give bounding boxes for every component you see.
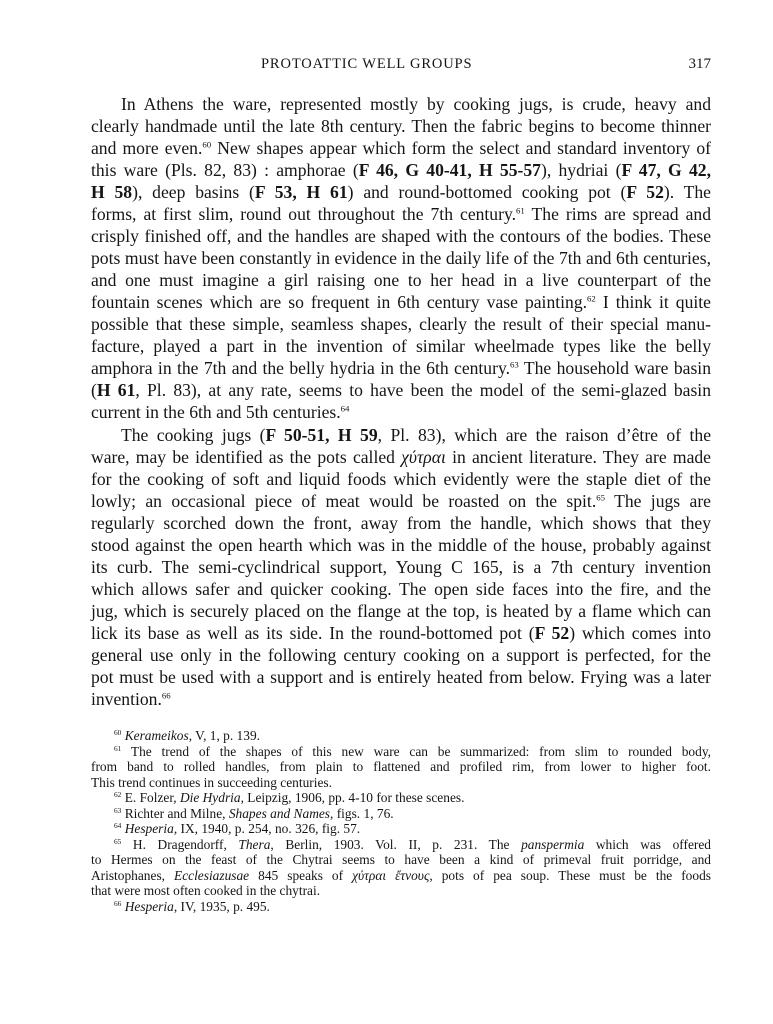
footnote-reference: 66 — [161, 690, 171, 701]
text-run: The trend of the shapes of this new ware can be summarized: from slim to rounded body, — [121, 743, 711, 759]
catalogue-reference: F 53, H 61 — [254, 182, 348, 202]
text-run: which was offered — [584, 836, 712, 852]
text-run: general use only in the following century cooking on a support is perfected, for the — [91, 645, 711, 665]
footnote — [91, 899, 711, 915]
italic-text: Die Hydria — [179, 790, 241, 805]
text-line — [91, 137, 711, 159]
text-line — [91, 490, 711, 512]
footnote-line — [91, 899, 711, 915]
footnote-reference: 62 — [114, 789, 122, 799]
footnote-line — [91, 790, 711, 806]
footnote-reference: 60 — [202, 139, 212, 150]
footnote-line — [91, 728, 711, 744]
text-run: facture, played a part in the invention of similar wheelmade types like the belly — [91, 336, 711, 356]
footnote-reference: 61 — [114, 743, 122, 753]
footnote-line — [91, 837, 711, 853]
text-run: 845 speaks of — [249, 867, 353, 883]
italic-text: Hesperia — [124, 898, 174, 914]
text-run: which allows safer and quicker cooking. The open side faces into the fire, and the — [91, 579, 711, 599]
text-run: clearly handmade until the late 8th century. Then the fabric begins to become thinner — [91, 116, 711, 136]
text-run: in ancient literature. They are made — [445, 447, 711, 467]
text-line — [91, 622, 711, 644]
text-run: , figs. 1, 76. — [330, 805, 394, 821]
footnote — [91, 821, 711, 837]
catalogue-reference: F 46, G 40-41, H 55-57 — [358, 160, 541, 180]
text-run: , Berlin, 1903. Vol. II, p. 231. The — [270, 836, 522, 852]
text-line — [91, 357, 711, 379]
text-line — [91, 269, 711, 291]
text-line — [91, 335, 711, 357]
footnote-reference: 64 — [340, 403, 350, 414]
text-run: E. Folzer, — [121, 790, 180, 805]
text-line — [91, 468, 711, 490]
text-run: regularly scorched down the front, away from the handle, which shows that they — [91, 513, 711, 533]
footnote-line — [91, 806, 711, 822]
catalogue-reference: H 61 — [96, 380, 136, 400]
text-line — [91, 159, 711, 181]
text-run: ) and round-bottomed cooking pot ( — [347, 182, 627, 202]
footnote-reference: 60 — [114, 727, 122, 737]
footnote-line — [91, 868, 711, 884]
text-run: fountain scenes which are so frequent in 6th century vase painting. — [91, 292, 588, 312]
text-run: lick its base as well as its side. In the round-bottomed pot ( — [91, 623, 535, 643]
text-run: stood against the open hearth which was in the middle of the house, probably against — [91, 535, 711, 555]
text-run: The household ware basin — [518, 358, 711, 378]
footnote — [91, 728, 711, 744]
text-run: pot must be used with a support and is entirely heated from below. Frying was a later — [91, 667, 711, 687]
text-line — [91, 446, 711, 468]
text-run: , Pl. 83), which are the raison d’être of the — [377, 425, 712, 445]
text-run: jug, which is securely placed on the flange at the top, is heated by a flame which can — [91, 601, 711, 621]
text-run: , Leipzig, 1906, pp. 4-10 for these scenes. — [240, 790, 465, 805]
text-line — [91, 203, 711, 225]
italic-text: χύτραι ἔτνους — [352, 867, 430, 883]
text-run: crisply finished off, and the handles are shaped with the contours of the bodies. These — [91, 226, 711, 246]
text-run: Richter and Milne, — [121, 805, 229, 821]
text-line — [91, 578, 711, 600]
footnote-line — [91, 759, 711, 775]
footnote-reference: 65 — [596, 492, 606, 503]
text-run: Aristophanes, — [91, 867, 175, 883]
text-line — [91, 93, 711, 115]
text-run: amphora in the 7th and the belly hydria in the 6th century. — [91, 358, 511, 378]
text-line — [91, 181, 711, 203]
text-run: possible that these simple, seamless shapes, clearly the result of their special manu- — [91, 314, 711, 334]
text-run: This trend continues in succeeding centuries. — [91, 774, 332, 790]
text-run: H. Dragendorff, — [121, 836, 239, 852]
text-run: ), hydriai ( — [540, 160, 622, 180]
paragraph — [91, 424, 711, 710]
italic-text: χύτραι — [401, 447, 446, 467]
paragraph — [91, 93, 711, 423]
text-line — [91, 115, 711, 137]
footnote-line — [91, 775, 711, 791]
footnote — [91, 790, 711, 806]
text-line — [91, 688, 711, 710]
text-run: The rims are spread and — [524, 204, 711, 224]
text-run: I think it quite — [595, 292, 711, 312]
text-line — [91, 644, 711, 666]
text-run: to Hermes on the feast of the Chytrai seems to have been a kind of primeval fruit porridge, and — [91, 852, 711, 867]
text-run: ). The — [663, 182, 711, 202]
text-run: New shapes appear which form the select and standard inventory of — [211, 138, 712, 158]
text-run: ( — [91, 380, 97, 400]
footnote-line — [91, 821, 711, 837]
text-run: , Pl. 83), at any rate, seems to have been the model of the semi-glazed basin — [135, 380, 711, 400]
italic-text: Kerameikos — [124, 728, 189, 743]
footnote — [91, 837, 711, 899]
text-run: , V, 1, p. 139. — [188, 728, 260, 743]
text-run: lowly; an occasional piece of meat would be roasted on the spit. — [91, 491, 597, 511]
text-line — [91, 247, 711, 269]
text-line — [91, 666, 711, 688]
text-line — [91, 600, 711, 622]
text-run: The jugs are — [605, 491, 711, 511]
italic-text: Hesperia — [124, 821, 174, 836]
footnote-line — [91, 852, 711, 868]
text-run: forms, at first slim, round out throughout the 7th century. — [91, 204, 517, 224]
text-run: for the cooking of soft and liquid foods which evidently were the staple diet of the — [91, 469, 711, 489]
footnote-reference: 64 — [114, 820, 122, 830]
footnote-reference: 66 — [114, 898, 122, 908]
italic-text: Ecclesiazusae — [174, 867, 250, 883]
catalogue-reference: F 52 — [626, 182, 664, 202]
text-run: invention. — [91, 689, 162, 709]
catalogue-reference: F 50-51, H 59 — [265, 425, 378, 445]
text-run: and more even. — [91, 138, 203, 158]
footnote-reference: 65 — [114, 836, 122, 846]
text-run: and one must imagine a girl raising one to her head in a live counterpart of the — [91, 270, 711, 290]
body-text — [91, 93, 711, 710]
catalogue-reference: H 58 — [91, 182, 133, 202]
footnote-reference: 63 — [114, 805, 122, 815]
page-number: 317 — [688, 56, 711, 72]
catalogue-reference: F 47, G 42, — [621, 160, 711, 180]
text-line — [91, 291, 711, 313]
text-run: from band to rolled handles, from plain to flattened and profiled rim, from lower to higher foot. — [91, 759, 711, 774]
footnote — [91, 806, 711, 822]
running-head-title: PROTOATTIC WELL GROUPS — [261, 56, 473, 72]
text-run: ) which comes into — [569, 623, 711, 643]
text-run: ware, may be identified as the pots called — [91, 447, 402, 467]
text-line — [91, 379, 711, 401]
text-run: this ware (Pls. 82, 83) : amphorae ( — [91, 160, 359, 180]
footnote — [91, 744, 711, 791]
text-line — [91, 225, 711, 247]
footnote-line — [91, 744, 711, 760]
catalogue-reference: F 52 — [534, 623, 570, 643]
footnotes — [91, 728, 711, 914]
text-run: , IV, 1935, p. 495. — [173, 898, 270, 914]
text-run: that were most often cooked in the chytrai. — [91, 883, 321, 898]
text-run: ), deep basins ( — [132, 182, 255, 202]
text-run: current in the 6th and 5th centuries. — [91, 402, 341, 422]
footnote-reference: 63 — [510, 359, 519, 370]
text-run: , pots of pea soup. These must be the foods — [429, 867, 711, 883]
text-line — [91, 534, 711, 556]
text-line — [91, 512, 711, 534]
text-line — [91, 556, 711, 578]
text-run: In Athens the ware, represented mostly by cooking jugs, is crude, heavy and — [121, 94, 711, 114]
italic-text: panspermia — [521, 836, 585, 852]
text-run: The cooking jugs ( — [121, 425, 266, 445]
footnote-reference: 61 — [516, 205, 525, 216]
italic-text: Shapes and Names — [228, 805, 331, 821]
text-run: pots must have been constantly in evidence in the daily life of the 7th and 6th centuries, — [91, 248, 711, 268]
text-run: its curb. The semi-cyclindrical support, Young C 165, is a 7th century invention — [91, 557, 711, 577]
italic-text: Thera — [238, 836, 271, 852]
text-line — [91, 401, 711, 423]
footnote-line — [91, 883, 711, 899]
text-line — [91, 313, 711, 335]
text-run: , IX, 1940, p. 254, no. 326, fig. 57. — [173, 821, 361, 836]
text-line — [91, 424, 711, 446]
footnote-reference: 62 — [587, 293, 596, 304]
